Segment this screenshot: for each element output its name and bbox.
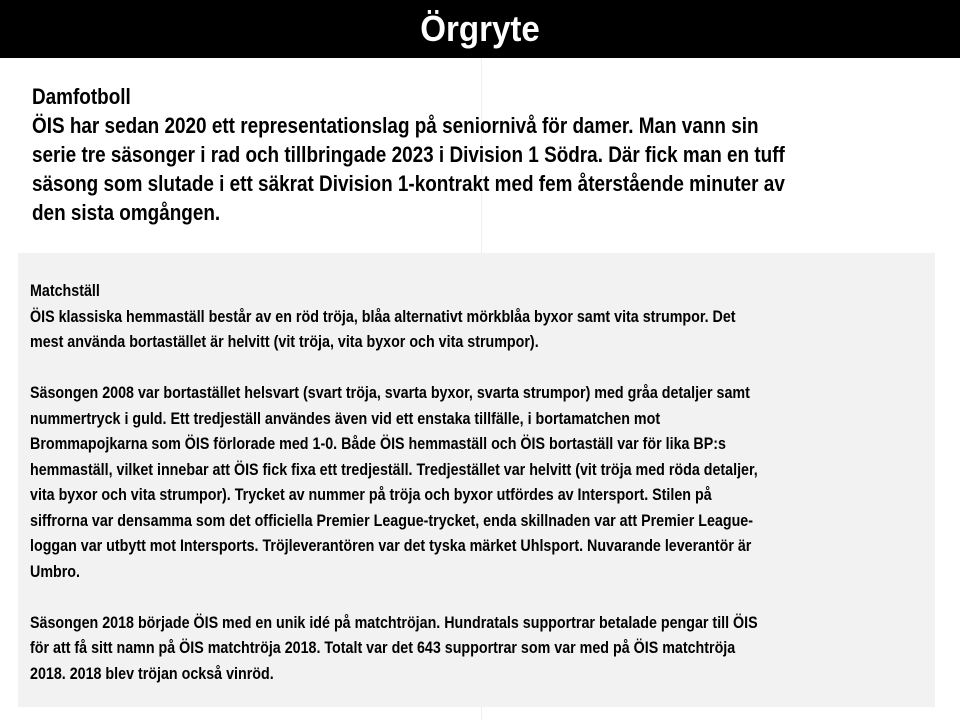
intro-line: ÖIS har sedan 2020 ett representationslag på seniornivå för damer. Man vann sin	[32, 113, 759, 138]
kit-line: Brommapojkarna som ÖIS förlorade med 1-0. Både ÖIS hemmaställ och ÖIS bortaställ var för lika BP:s	[30, 434, 726, 453]
intro-line: serie tre säsonger i rad och tillbringade 2023 i Division 1 Södra. Där fick man en tuff	[32, 142, 785, 167]
intro-line: den sista omgången.	[32, 200, 221, 225]
kit-line: för att få sitt namn på ÖIS matchtröja 2018. Totalt var det 643 supportrar som var med på ÖIS matchtröja	[30, 638, 736, 657]
intro-line: säsong som slutade i ett säkrat Division 1-kontrakt med fem återstående minuter av	[32, 171, 785, 196]
intro-section	[32, 82, 907, 227]
kit-line: Säsongen 2008 var bortastället helsvart (svart tröja, svarta byxor, svarta strumpor) med gråa detaljer samt	[30, 383, 750, 402]
kit-line: nummertryck i guld. Ett tredjeställ användes även vid ett enstaka tillfälle, i bortamatchen mot	[30, 408, 661, 428]
kit-section	[18, 253, 935, 707]
kit-line: ÖIS klassiska hemmaställ består av en röd tröja, blåa alternativt mörkblåa byxor samt vita strumpor. Det	[30, 306, 736, 326]
kit-line: hemmaställ, vilket innebar att ÖIS fick fixa ett tredjeställ. Tredjestället var helvitt (vit tröja med röda detaljer,	[30, 459, 758, 479]
kit-line: 2018. 2018 blev tröjan också vinröd.	[30, 663, 274, 683]
kit-heading: Matchställ	[30, 281, 100, 300]
kit-line: loggan var utbytt mot Intersports. Tröjleverantören var det tyska märket Uhlsport. Nuvarande leverantör är	[30, 536, 752, 555]
kit-line: vita byxor och vita strumpor). Trycket av nummer på tröja och byxor utfördes av Intersport. Stilen på	[30, 485, 712, 504]
kit-line: mest använda bortastället är helvitt (vit tröja, vita byxor och vita strumpor).	[30, 332, 539, 351]
intro-heading: Damfotboll	[32, 84, 131, 109]
kit-line: siffrorna var densamma som det officiella Premier League-trycket, enda skillnaden var att Premier League-	[30, 510, 754, 530]
kit-line: Umbro.	[30, 561, 80, 581]
kit-line: Säsongen 2018 började ÖIS med en unik idé på matchtröjan. Hundratals supportrar betalade pengar till ÖIS	[30, 612, 758, 632]
page-header	[0, 0, 960, 58]
page-title: Örgryte	[420, 8, 540, 49]
